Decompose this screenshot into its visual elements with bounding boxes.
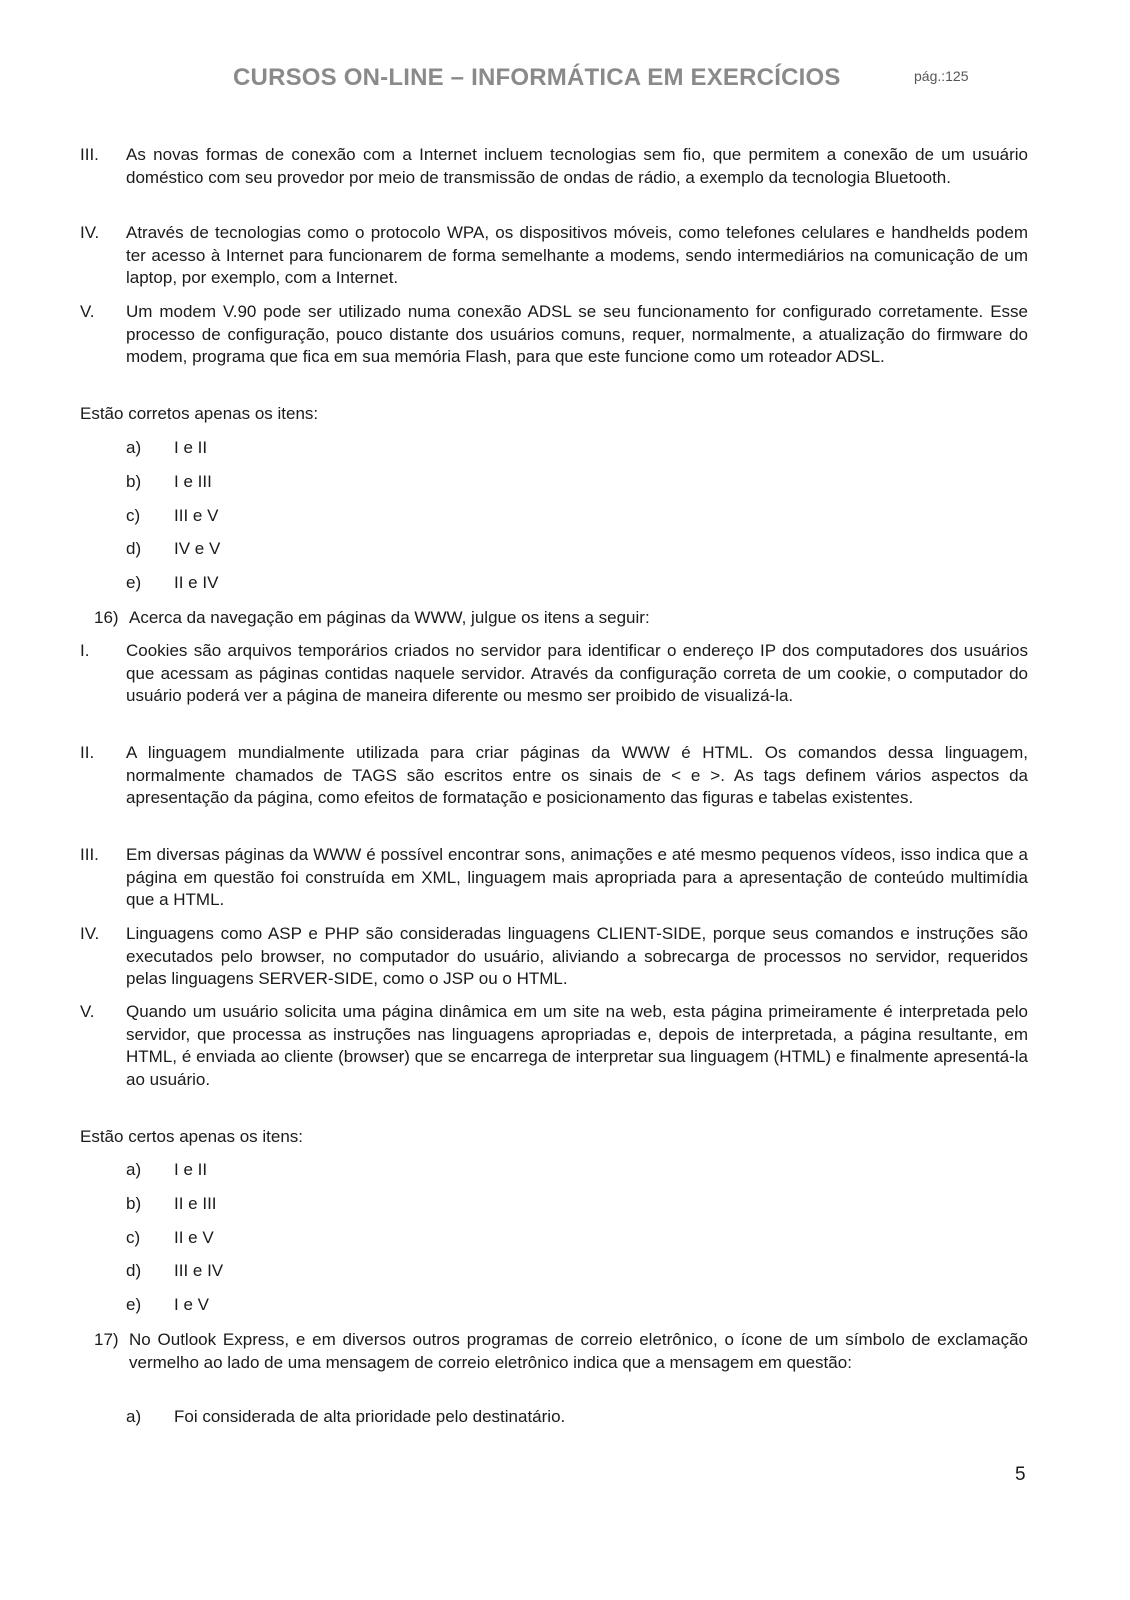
running-header-title: CURSOS ON-LINE – INFORMÁTICA EM EXERCÍCIOS [233,64,841,91]
item-number: IV. [80,924,100,943]
q16-option-b [126,1194,217,1214]
item-text: Linguagens como ASP e PHP são consideradas linguagens CLIENT-SIDE, porque seus comandos e instruções são executados pelo browser, no computador do usuário, aliviando a sobrecarga de processos no servidor, requeridos pelas linguagens SERVER-SIDE, como o JSP ou o HTML. [126,924,1028,989]
option-text: I e V [174,1295,209,1314]
option-text: I e III [174,472,212,491]
item-number: V. [80,302,95,321]
item-number: III. [80,145,99,164]
option-letter: a) [126,1160,142,1179]
question-text: No Outlook Express, e em diversos outros programas de correio eletrônico, o ícone de um símbolo de exclamação vermelho ao lado de uma mensagem de correio eletrônico indica que a mensagem em questão: [129,1330,1028,1372]
option-letter: e) [126,573,142,592]
option-text: II e III [174,1194,217,1213]
q16-item-v [80,1001,1028,1091]
item-number: V. [80,1002,95,1021]
q15-option-d [126,539,220,559]
option-letter: c) [126,1228,141,1247]
item-text: Cookies são arquivos temporários criados no servidor para identificar o endereço IP dos computadores dos usuários que acessam as páginas contidas naquele servidor. Através da configuração correta de um cookie, o computador do usuário poderá ver a página de maneira diferente ou mesmo ser proibido de visualizá-la. [126,641,1028,706]
item-number: II. [80,743,95,762]
q16-item-ii [80,742,1028,810]
q16-option-d [126,1261,223,1281]
q15-option-b [126,472,212,492]
item-number: IV. [80,223,100,242]
q15-item-iv [80,222,1028,290]
q15-option-e [126,573,218,593]
q16-option-e [126,1295,209,1315]
option-letter: e) [126,1295,142,1314]
item-text: Um modem V.90 pode ser utilizado numa conexão ADSL se seu funcionamento for configurado corretamente. Esse processo de configuração, pouco distante dos usuários comuns, requer, normalmente, a atualização do firmware do modem, programa que fica em sua memória Flash, para que este funcione como um roteador ADSL. [126,302,1028,367]
item-text: As novas formas de conexão com a Internet incluem tecnologias sem fio, que permitem a conexão de um usuário doméstico com seu provedor por meio de transmissão de ondas de rádio, a exemplo da tecnologia Bluetooth. [126,145,1028,187]
page-number: 5 [1015,1464,1026,1485]
option-text: Foi considerada de alta prioridade pelo destinatário. [174,1407,566,1426]
option-letter: a) [126,438,142,457]
q15-prompt: Estão corretos apenas os itens: [80,404,319,423]
q16-option-a [126,1160,207,1180]
q15-item-iii [80,144,1028,189]
item-text: Quando um usuário solicita uma página dinâmica em um site na web, esta página primeiramente é interpretada pelo servidor, que processa as instruções nas linguagens apropriadas e, depois de interpretada, a página resultante, em HTML, é enviada ao cliente (browser) que se encarrega de interpretar sua linguagem (HTML) e finalmente apresentá-la ao usuário. [126,1002,1028,1089]
item-text: A linguagem mundialmente utilizada para criar páginas da WWW é HTML. Os comandos dessa linguagem, normalmente chamados de TAGS são escritos entre os sinais de < e >. As tags definem vários aspectos da apresentação da página, como efeitos de formatação e posicionamento das figuras e tabelas existentes. [126,743,1028,808]
option-text: IV e V [174,539,221,558]
item-text: Através de tecnologias como o protocolo WPA, os dispositivos móveis, como telefones celulares e handhelds podem ter acesso à Internet para funcionarem de forma semelhante a modems, sendo intermediários na comunicação de um laptop, por exemplo, com a Internet. [126,223,1028,288]
q16-option-c [126,1228,214,1248]
q16-prompt: Estão certos apenas os itens: [80,1127,304,1146]
question-number: 16) [94,608,119,627]
item-text: Em diversas páginas da WWW é possível encontrar sons, animações e até mesmo pequenos vídeos, isso indica que a página em questão foi construída em XML, linguagem mais apropriada para a apresentação de conteúdo multimídia que a HTML. [126,845,1028,910]
q15-option-c [126,506,218,526]
option-text: II e IV [174,573,219,592]
option-letter: c) [126,506,141,525]
option-letter: a) [126,1407,142,1426]
option-text: III e V [174,506,219,525]
option-text: I e II [174,1160,208,1179]
q17-option-a [126,1407,565,1427]
question-number: 17) [94,1330,119,1349]
option-text: I e II [174,438,208,457]
q16-item-i [80,640,1028,708]
option-text: III e IV [174,1261,224,1280]
option-letter: d) [126,1261,142,1280]
q16-item-iii [80,844,1028,912]
q15-item-v [80,301,1028,369]
question-text: Acerca da navegação em páginas da WWW, julgue os itens a seguir: [129,608,650,627]
option-letter: d) [126,539,142,558]
option-letter: b) [126,1194,142,1213]
q15-option-a [126,438,207,458]
q16-question [94,607,1028,630]
item-number: I. [80,641,90,660]
option-text: II e V [174,1228,214,1247]
q17-question [94,1329,1028,1374]
option-letter: b) [126,472,142,491]
q16-item-iv [80,923,1028,991]
item-number: III. [80,845,99,864]
running-header-page: pág.:125 [914,68,969,84]
